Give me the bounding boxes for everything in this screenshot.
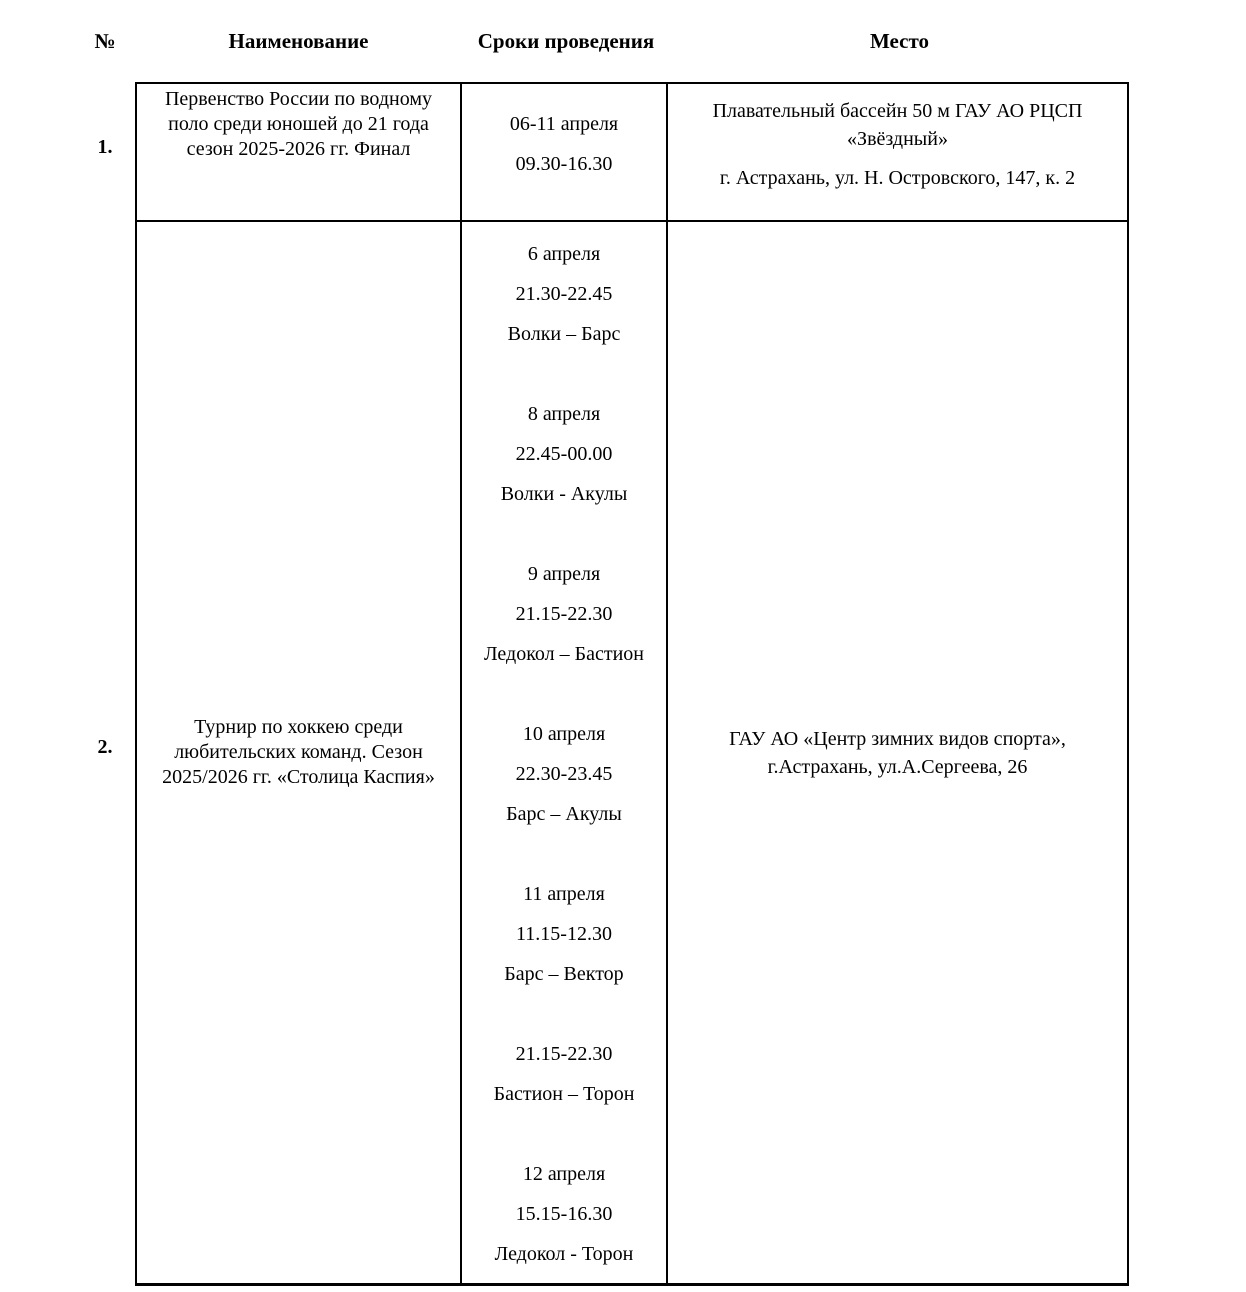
schedule-group bbox=[462, 714, 666, 834]
text-line: 09.30-16.30 bbox=[515, 153, 613, 175]
schedule-line: 12 апреля bbox=[522, 1163, 606, 1185]
text-line: поло среди юношей до 21 года bbox=[168, 113, 429, 135]
event-2-place-cell bbox=[668, 222, 1127, 1283]
schedule-group bbox=[462, 1154, 666, 1274]
text-line: Плавательный бассейн 50 м ГАУ АО РЦСП bbox=[712, 100, 1083, 122]
schedule-group bbox=[462, 234, 666, 354]
schedule-group bbox=[462, 1034, 666, 1114]
header-place-column: Место bbox=[870, 29, 929, 53]
schedule-line: 11 апреля bbox=[523, 883, 605, 905]
schedule-line: 8 апреля bbox=[527, 403, 601, 425]
schedule-line: 6 апреля bbox=[527, 243, 601, 265]
schedule-line: Барс – Вектор bbox=[504, 963, 624, 985]
event-1-place-cell bbox=[668, 84, 1127, 222]
text-line: сезон 2025-2026 гг. Финал bbox=[186, 138, 411, 160]
text-line: г. Астрахань, ул. Н. Островского, 147, к. 2 bbox=[719, 167, 1076, 189]
schedule-line: 15.15-16.30 bbox=[515, 1203, 613, 1225]
header-name-column: Наименование bbox=[228, 29, 369, 53]
schedule-line: 21.15-22.30 bbox=[515, 1043, 613, 1065]
schedule-line: 22.30-23.45 bbox=[515, 763, 613, 785]
event-2-name-cell bbox=[137, 222, 462, 1283]
text-line: ГАУ АО «Центр зимних видов спорта», bbox=[729, 727, 1066, 750]
schedule-line: Ледокол - Торон bbox=[494, 1243, 634, 1265]
schedule-group bbox=[462, 554, 666, 674]
event-1-name-cell bbox=[137, 84, 462, 222]
row-1-number: 1. bbox=[97, 135, 113, 158]
text-line: г.Астрахань, ул.А.Сергеева, 26 bbox=[767, 755, 1028, 778]
row-2-number: 2. bbox=[97, 735, 113, 758]
schedule-line: 10 апреля bbox=[522, 723, 606, 745]
schedule-line: Ледокол – Бастион bbox=[483, 643, 645, 665]
text-line: Первенство России по водному bbox=[164, 88, 433, 110]
schedule-line: Волки – Барс bbox=[507, 323, 621, 345]
schedule-line: 22.45-00.00 bbox=[515, 443, 613, 465]
schedule-line: Волки - Акулы bbox=[500, 483, 628, 505]
text-line: любительских команд. Сезон bbox=[174, 741, 423, 763]
text-line: 06-11 апреля bbox=[509, 113, 619, 135]
schedule-line: 9 апреля bbox=[527, 563, 601, 585]
text-line: 2025/2026 гг. «Столица Каспия» bbox=[162, 766, 435, 788]
schedule-line: 21.15-22.30 bbox=[515, 603, 613, 625]
events-table bbox=[135, 82, 1129, 1286]
header-dates-column: Сроки проведения bbox=[477, 29, 655, 53]
text-line: Турнир по хоккею среди bbox=[194, 716, 403, 738]
header-number-column: № bbox=[94, 29, 116, 53]
schedule-line: Барс – Акулы bbox=[506, 803, 622, 825]
schedule-group bbox=[462, 874, 666, 994]
text-line: «Звёздный» bbox=[847, 128, 948, 150]
schedule-group bbox=[462, 394, 666, 514]
event-1-dates-cell bbox=[462, 84, 668, 222]
schedule-line: Бастион – Торон bbox=[493, 1083, 635, 1105]
event-2-schedule-cell bbox=[462, 222, 668, 1283]
schedule-line: 21.30-22.45 bbox=[515, 283, 613, 305]
schedule-line: 11.15-12.30 bbox=[516, 923, 612, 945]
